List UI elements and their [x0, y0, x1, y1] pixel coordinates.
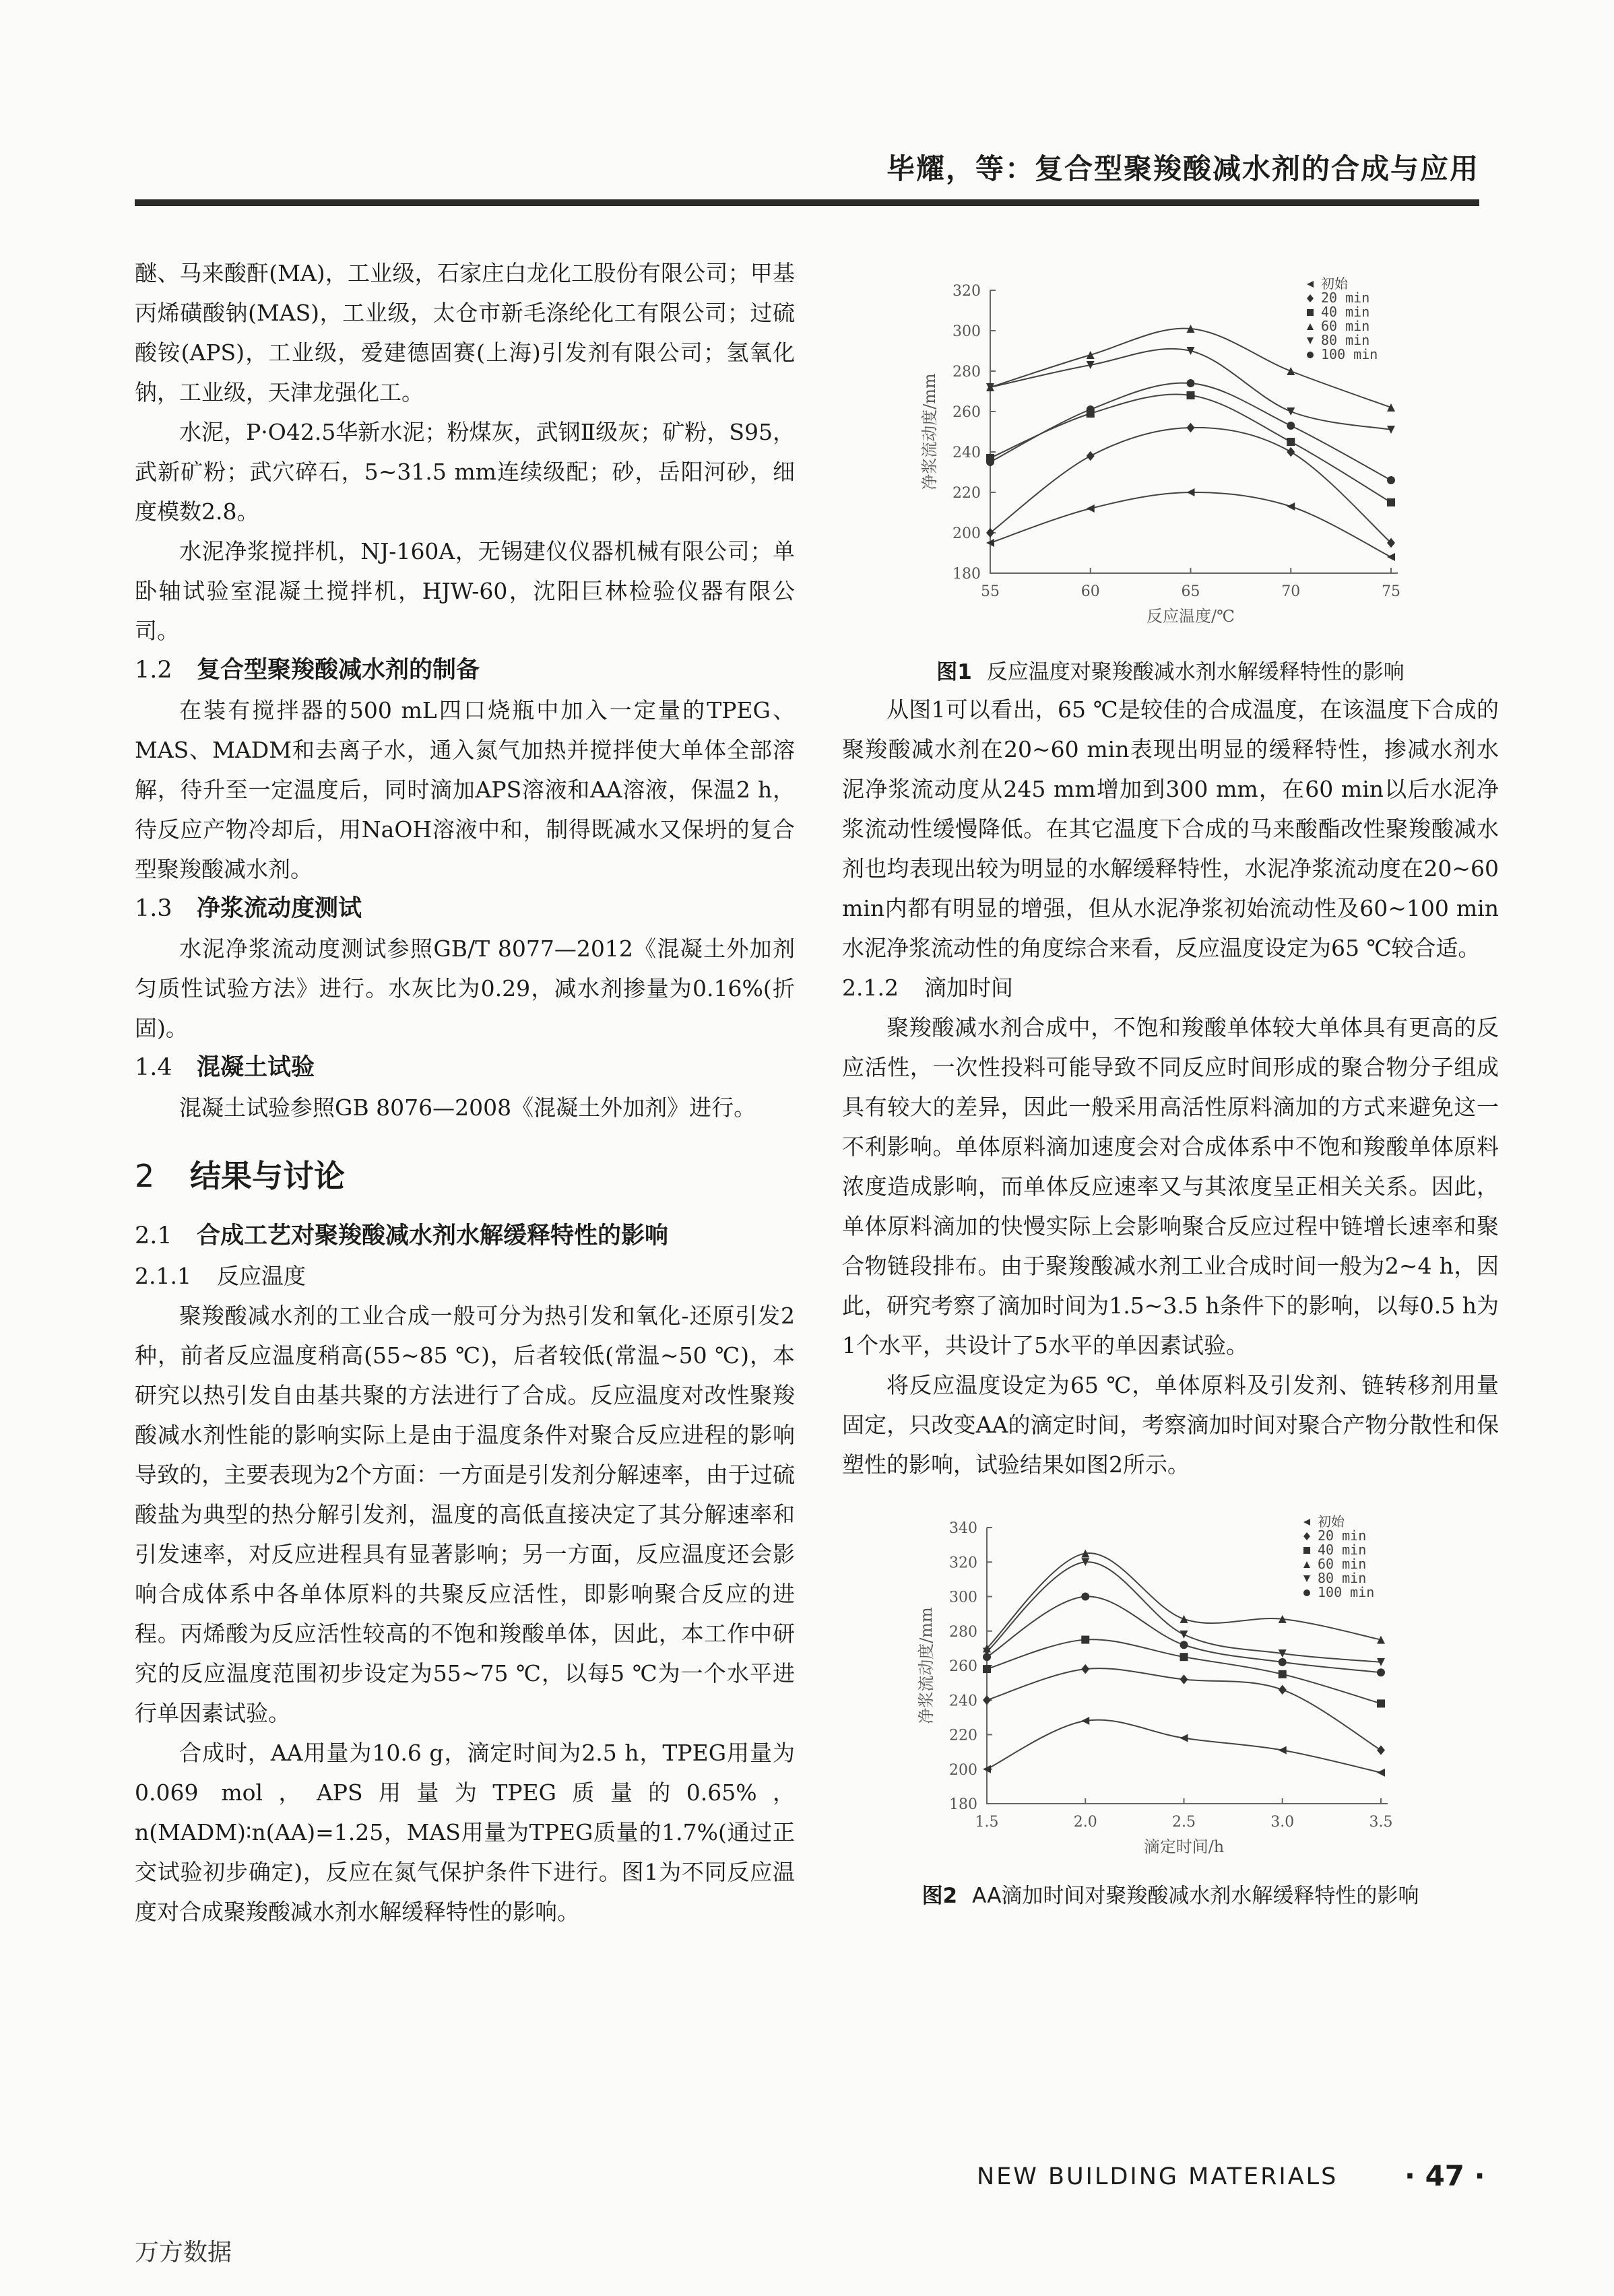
legend-marker — [1307, 352, 1314, 358]
paragraph-fluidity-test: 水泥净浆流动度测试参照GB/T 8077—2012《混凝土外加剂匀质性试验方法》进行。水灰比为0.29，减水剂掺量为0.16%(折固)。 — [135, 936, 795, 1041]
x-tick-label: 1.5 — [975, 1814, 999, 1831]
data-point — [1377, 1668, 1385, 1676]
y-tick-label: 180 — [953, 566, 981, 583]
data-point — [1287, 438, 1295, 446]
data-point — [1180, 1734, 1188, 1742]
data-point — [1180, 1641, 1188, 1649]
y-tick-label: 200 — [949, 1761, 977, 1779]
data-point — [983, 1695, 991, 1705]
y-axis-label: 净浆流动度/mm — [920, 373, 939, 490]
data-point — [1180, 1674, 1188, 1684]
figure-2-chart — [842, 1507, 1499, 1874]
paragraph-cement: 水泥，P·O42.5华新水泥；粉煤灰，武钢Ⅱ级灰；矿粉，S95，武新矿粉；武穴碎石，5~31.5 mm连续级配；砂，岳阳河砂，细度模数2.8。 — [135, 419, 795, 525]
data-point — [1377, 1699, 1385, 1707]
data-point — [986, 528, 994, 537]
data-point — [1087, 405, 1095, 414]
x-tick-label: 75 — [1382, 583, 1400, 600]
data-point — [1279, 1658, 1287, 1666]
paragraph-temperature-1: 聚羧酸减水剂的工业合成一般可分为热引发和氧化-还原引发2种，前者反应温度稍高(55~85 ℃)，后者较低(常温~50 ℃)，本研究以热引发自由基共聚的方法进行了合成。反应温度对改性聚羧酸减水剂性能的影响实际上是由于温度条件对聚合反应进程的影响导致的，主要表现为2个方面：一方面是引发剂分解速率，由于过硫酸盐为典型的热分解引发剂，温度的高低直接决定了其分解速率和引发速率，对反应进程具有显著影响；另一方面，反应温度还会影响合成体系中各单体原料的共聚反应活性，即影响聚合反应的进程。丙烯酸为反应活性较高的不饱和羧酸单体，因此，本工作中研究的反应温度范围初步设定为55~75 ℃，以每5 ℃为一个水平进行单因素试验。 — [135, 1303, 795, 1726]
x-tick-label: 60 — [1080, 583, 1100, 600]
figure-2-caption-text: AA滴加时间对聚羧酸减水剂水解缓释特性的影响 — [972, 1884, 1419, 1908]
watermark: 万方数据 — [135, 2239, 232, 2266]
legend-label: 40 min — [1318, 1542, 1367, 1558]
legend-marker — [1303, 1575, 1310, 1582]
header-rule — [135, 199, 1479, 206]
data-point — [1279, 1670, 1287, 1678]
y-tick-label: 320 — [949, 1554, 977, 1572]
y-tick-label: 180 — [949, 1796, 977, 1813]
legend-marker — [1307, 337, 1314, 344]
x-axis-label: 反应温度/℃ — [1147, 607, 1235, 626]
paragraph-preparation: 在装有搅拌器的500 mL四口烧瓶中加入一定量的TPEG、MAS、MADM和去离子水，通入氮气加热并搅拌使大单体全部溶解，待升至一定温度后，同时滴加APS溶液和AA溶液，保温2 h，待反应产物冷却后，用NaOH溶液中和，制得既减水又保坍的复合型聚羧酸减水剂。 — [135, 697, 795, 882]
data-point — [1180, 1653, 1188, 1661]
figure-2-caption — [842, 1878, 1499, 1913]
legend-label: 初始 — [1318, 1513, 1345, 1530]
legend-label: 40 min — [1321, 304, 1370, 320]
legend-label: 20 min — [1318, 1528, 1367, 1544]
section-1-4-heading — [135, 1048, 795, 1088]
legend-label: 80 min — [1318, 1570, 1367, 1586]
x-tick-label: 55 — [981, 583, 1000, 600]
legend-label: 60 min — [1321, 318, 1370, 334]
data-point — [1287, 447, 1295, 457]
data-point — [1081, 1664, 1089, 1674]
legend-label: 100 min — [1321, 346, 1378, 362]
section-2-heading — [135, 1154, 795, 1198]
legend-marker — [1303, 1561, 1310, 1568]
figure-2-number: 图2 — [922, 1884, 958, 1908]
y-tick-label: 220 — [949, 1727, 977, 1744]
y-tick-label: 340 — [949, 1520, 977, 1537]
section-title: 结果与讨论 — [190, 1158, 345, 1194]
legend-marker — [1303, 1519, 1310, 1526]
x-tick-label: 3.5 — [1369, 1814, 1393, 1831]
running-title: 毕耀，等：复合型聚羧酸减水剂的合成与应用 — [886, 152, 1479, 185]
section-2-1-heading — [135, 1216, 795, 1256]
data-point — [1279, 1746, 1287, 1754]
paragraph-dripping-1: 聚羧酸减水剂合成中，不饱和羧酸单体较大单体具有更高的反应活性，一次性投料可能导致不同反应时间形成的聚合物分子组成具有较大的差异，因此一般采用高活性原料滴加的方式来避免这一不利影响。单体原料滴加速度会对合成体系中不饱和羧酸单体原料浓度造成影响，而单体反应速率又与其浓度呈正相关关系。因此，单体原料滴加的快慢实际上会影响聚合反应过程中链增长速率和聚合物链段排布。由于聚羧酸减水剂工业合成时间一般为2~4 h，因此，研究考察了滴加时间为1.5~3.5 h条件下的影响，以每0.5 h为1个水平，共设计了5水平的单因素试验。 — [842, 1014, 1499, 1358]
section-title: 合成工艺对聚羧酸减水剂水解缓释特性的影响 — [197, 1222, 669, 1249]
legend-marker — [1307, 281, 1314, 288]
section-title: 反应温度 — [217, 1263, 306, 1289]
legend-label: 100 min — [1318, 1584, 1375, 1600]
x-tick-label: 65 — [1181, 583, 1200, 600]
y-tick-label: 280 — [949, 1623, 977, 1641]
data-point — [1081, 1636, 1089, 1644]
data-point — [1087, 451, 1095, 461]
data-point — [1081, 1717, 1089, 1725]
data-point — [1180, 1631, 1188, 1639]
data-point — [1287, 502, 1295, 511]
data-point — [1187, 423, 1195, 432]
data-point — [1081, 1593, 1089, 1601]
y-tick-label: 200 — [953, 525, 981, 542]
data-point — [1187, 488, 1195, 496]
data-point — [1387, 553, 1395, 561]
data-point — [1287, 367, 1295, 375]
y-axis-label: 净浆流动度/mm — [917, 1607, 936, 1724]
legend-label: 初始 — [1321, 275, 1348, 292]
left-column — [135, 253, 795, 1932]
x-tick-label: 2.5 — [1172, 1814, 1196, 1831]
section-1-2-heading — [135, 651, 795, 690]
y-tick-label: 300 — [949, 1589, 977, 1606]
figure-2 — [842, 1507, 1499, 1913]
y-tick-label: 300 — [953, 323, 981, 340]
paragraph-materials-continued: 醚、马来酸酐(MA)，工业级，石家庄白龙化工股份有限公司；甲基丙烯磺酸钠(MAS)，工业级，太仓市新毛涤纶化工有限公司；过硫酸铵(APS)，工业级，爱建德固赛(上海)引发剂有限公司；氢氧化钠，工业级，天津龙强化工。 — [135, 260, 795, 405]
figure-1-caption-text: 反应温度对聚羧酸减水剂水解缓释特性的影响 — [986, 660, 1405, 684]
footer-journal-name: NEW BUILDING MATERIALS — [977, 2163, 1338, 2190]
data-point — [983, 1653, 991, 1661]
y-tick-label: 240 — [953, 445, 981, 461]
section-number: 1.2 — [135, 657, 172, 684]
section-title: 滴加时间 — [924, 975, 1013, 1001]
series-line — [987, 1639, 1381, 1703]
legend-label: 20 min — [1321, 290, 1370, 306]
section-title: 净浆流动度测试 — [197, 895, 362, 922]
series-line — [990, 428, 1391, 543]
data-point — [1377, 1769, 1385, 1777]
section-2-1-1-heading — [135, 1256, 795, 1296]
paragraph-temperature-2: 合成时，AA用量为10.6 g，滴定时间为2.5 h，TPEG用量为0.069 mol，APS用量为TPEG质量的0.65%，n(MADM)∶n(AA)=1.25，MAS用量为TPEG质量的1.7%(通过正交试验初步确定)，反应在氮气保护条件下进行。图1为不同反应温度对合成聚羧酸减水剂水解缓释特性的影响。 — [135, 1740, 795, 1925]
figure-1-number: 图1 — [936, 660, 972, 684]
data-point — [1387, 476, 1395, 484]
section-1-3-heading — [135, 889, 795, 929]
legend-marker — [1307, 294, 1314, 302]
legend-marker — [1307, 309, 1314, 316]
data-point — [1187, 379, 1195, 387]
section-2-1-2-heading — [842, 968, 1499, 1008]
y-tick-label: 260 — [949, 1658, 977, 1675]
x-tick-label: 2.0 — [1073, 1814, 1097, 1831]
data-point — [983, 1665, 991, 1673]
section-number: 1.4 — [135, 1054, 172, 1081]
paragraph-concrete-test: 混凝土试验参照GB 8076—2008《混凝土外加剂》进行。 — [179, 1094, 756, 1121]
series-line — [987, 1720, 1381, 1773]
data-point — [1287, 422, 1295, 430]
y-tick-label: 220 — [953, 485, 981, 502]
data-point — [986, 458, 994, 466]
y-tick-label: 240 — [949, 1693, 977, 1710]
y-tick-label: 320 — [953, 283, 981, 300]
section-title: 混凝土试验 — [197, 1054, 315, 1081]
data-point — [1279, 1685, 1287, 1695]
section-number: 1.3 — [135, 895, 172, 922]
data-point — [1180, 1615, 1188, 1623]
x-tick-label: 70 — [1281, 583, 1301, 600]
section-title: 复合型聚羧酸减水剂的制备 — [197, 657, 480, 684]
paragraph-figure-1-discussion: 从图1可以看出，65 ℃是较佳的合成温度，在该温度下合成的聚羧酸减水剂在20~60 min表现出明显的缓释特性，掺减水剂水泥净浆流动度从245 mm增加到300 mm，在60 min以后水泥净浆流动性缓慢降低。在其它温度下合成的马来酸酯改性聚羧酸减水剂也均表现出较为明显的水解缓释特性，水泥净浆流动度在20~60 min内都有明显的增强，但从水泥净浆初始流动性及60~100 min水泥净浆流动性的角度综合来看，反应温度设定为65 ℃较合适。 — [842, 696, 1499, 961]
paragraph-dripping-2: 将反应温度设定为65 ℃，单体原料及引发剂、链转移剂用量固定，只改变AA的滴定时间，考察滴加时间对聚合产物分散性和保塑性的影响，试验结果如图2所示。 — [842, 1372, 1499, 1478]
data-point — [1087, 504, 1095, 513]
x-axis-label: 滴定时间/h — [1143, 1837, 1225, 1856]
data-point — [1187, 391, 1195, 399]
figure-1 — [842, 253, 1499, 690]
legend-label: 60 min — [1318, 1556, 1367, 1572]
right-column — [842, 253, 1499, 1913]
section-number: 2.1 — [135, 1222, 172, 1249]
x-tick-label: 3.0 — [1270, 1814, 1295, 1831]
figure-1-chart — [842, 253, 1499, 651]
paragraph-equipment: 水泥净浆搅拌机，NJ-160A，无锡建仪仪器机械有限公司；单卧轴试验室混凝土搅拌机，HJW-60，沈阳巨林检验仪器有限公司。 — [135, 538, 795, 644]
y-tick-label: 280 — [953, 364, 981, 381]
series-line — [990, 492, 1391, 557]
figure-1-caption — [842, 655, 1499, 690]
y-tick-label: 260 — [953, 404, 981, 421]
legend-marker — [1303, 1547, 1310, 1554]
footer-page-number: · 47 · — [1405, 2159, 1485, 2192]
data-point — [1387, 498, 1395, 506]
data-point — [1377, 1745, 1385, 1754]
legend-marker — [1303, 1589, 1310, 1596]
legend-marker — [1307, 323, 1314, 330]
section-number: 2 — [135, 1158, 155, 1194]
data-point — [1387, 403, 1395, 412]
legend-marker — [1303, 1532, 1310, 1540]
series-line — [990, 394, 1391, 502]
section-number: 2.1.1 — [135, 1263, 191, 1289]
data-point — [1287, 407, 1295, 416]
legend-label: 80 min — [1321, 332, 1370, 348]
section-number: 2.1.2 — [842, 975, 899, 1001]
data-point — [1087, 351, 1095, 359]
